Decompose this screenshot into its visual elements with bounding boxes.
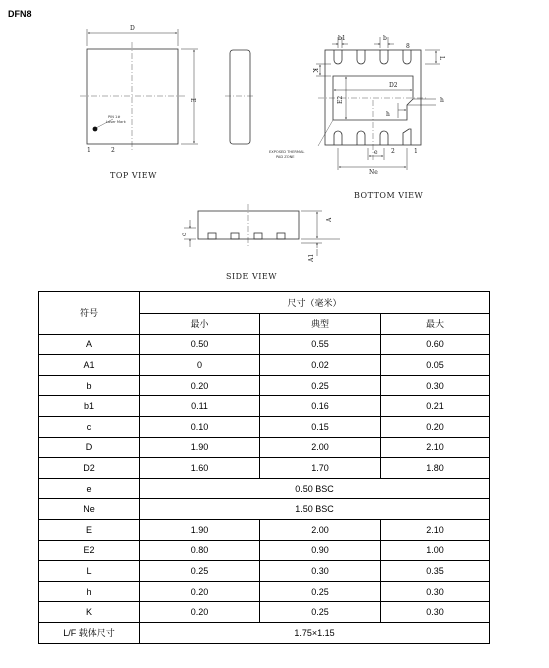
cell-min: 0.10 (140, 416, 260, 437)
label-bottom-pin2: 2 (391, 148, 395, 155)
label-top-pin2: 2 (111, 147, 115, 154)
label-b1: b1 (338, 35, 346, 42)
pad-top-1 (334, 50, 342, 64)
label-e-pitch: e (374, 149, 378, 156)
cell-value-span: 0.50 BSC (140, 478, 490, 499)
top-view (80, 29, 198, 150)
cell-typ: 0.25 (260, 602, 381, 623)
dimension-table-body (39, 292, 490, 644)
cell-symbol: E2 (39, 540, 140, 561)
caption-bottom-view: BOTTOM VIEW (354, 191, 424, 200)
label-pin8: 8 (406, 43, 410, 50)
cell-typ: 0.30 (260, 561, 381, 582)
side-profile-body (230, 50, 250, 144)
table-row (39, 519, 490, 540)
label-b: b (383, 35, 387, 42)
header-min: 最小 (140, 314, 260, 335)
header-symbol: 符号 (39, 292, 140, 335)
cell-max: 0.30 (381, 602, 490, 623)
cell-max: 2.10 (381, 519, 490, 540)
label-pad-zone: PAD ZONE (276, 155, 295, 159)
cell-min: 0.20 (140, 602, 260, 623)
top-view-body (87, 49, 178, 144)
cell-min: 0.50 (140, 334, 260, 355)
cell-min: 0.20 (140, 581, 260, 602)
cell-symbol: e (39, 478, 140, 499)
cell-typ: 2.00 (260, 437, 381, 458)
cell-symbol: h (39, 581, 140, 602)
caption-side-view: SIDE VIEW (226, 272, 277, 281)
table-row (39, 458, 490, 479)
cell-symbol: D2 (39, 458, 140, 479)
cell-symbol: K (39, 602, 140, 623)
cell-max: 0.30 (381, 375, 490, 396)
pad-top-4 (403, 50, 411, 64)
label-top-pin1: 1 (87, 147, 91, 154)
label-l: L (438, 56, 445, 60)
table-row (39, 478, 490, 499)
label-e2: E2 (337, 95, 344, 104)
cell-min: 1.90 (140, 519, 260, 540)
cell-max: 1.00 (381, 540, 490, 561)
label-ne: Ne (369, 169, 378, 176)
cell-max: 0.30 (381, 581, 490, 602)
table-row (39, 334, 490, 355)
label-h: h (440, 97, 444, 104)
cell-max: 1.80 (381, 458, 490, 479)
cell-max: 0.60 (381, 334, 490, 355)
label-exposed-thermal: EXPOSED THERMAL (269, 150, 305, 154)
pad-bottom-3 (380, 131, 388, 145)
label-c: c (181, 232, 188, 236)
table-row (39, 416, 490, 437)
label-pin1: PIN 1# (108, 115, 121, 119)
cell-min: 1.60 (140, 458, 260, 479)
label-d: D (130, 25, 135, 32)
side-view-body (198, 211, 299, 239)
cell-symbol: D (39, 437, 140, 458)
pin1-mark-dot (93, 127, 98, 132)
cell-min: 0.80 (140, 540, 260, 561)
pad-top-3 (380, 50, 388, 64)
pad-bottom-2 (357, 131, 365, 145)
table-row (39, 499, 490, 520)
cell-symbol: c (39, 416, 140, 437)
cell-value-span: 1.75×1.15 (140, 622, 490, 643)
table-row (39, 375, 490, 396)
side-lead-1 (208, 233, 216, 239)
pad-bottom-4-chamfer (403, 129, 411, 145)
cell-min: 0.20 (140, 375, 260, 396)
cell-typ: 2.00 (260, 519, 381, 540)
table-header-row (39, 292, 490, 314)
side-lead-4 (277, 233, 285, 239)
side-lead-2 (231, 233, 239, 239)
cell-min: 1.90 (140, 437, 260, 458)
cell-symbol: E (39, 519, 140, 540)
package-drawing (0, 0, 549, 292)
cell-typ: 0.90 (260, 540, 381, 561)
cell-symbol: b1 (39, 396, 140, 417)
cell-min: 0.11 (140, 396, 260, 417)
table-row (39, 355, 490, 376)
label-e: E (189, 98, 196, 103)
bottom-view (316, 37, 440, 170)
header-typ: 典型 (260, 314, 381, 335)
table-row (39, 396, 490, 417)
label-k: K (311, 68, 318, 73)
cell-min: 0 (140, 355, 260, 376)
header-max: 最大 (381, 314, 490, 335)
pad-bottom-1 (334, 131, 342, 145)
exposed-pad-leader (318, 120, 333, 146)
cell-typ: 0.02 (260, 355, 381, 376)
cell-typ: 0.25 (260, 375, 381, 396)
header-dimension: 尺寸（毫米） (140, 292, 490, 314)
cell-symbol: L/F 载体尺寸 (39, 622, 140, 643)
table-row (39, 602, 490, 623)
label-h-inner: h (386, 111, 390, 118)
side-lead-3 (254, 233, 262, 239)
caption-top-view: TOP VIEW (110, 171, 157, 180)
cell-typ: 0.15 (260, 416, 381, 437)
label-a1: A1 (308, 253, 315, 262)
drawing-canvas (0, 0, 549, 292)
table-row (39, 561, 490, 582)
label-laser-mark: Laser Mark (106, 120, 126, 124)
cell-symbol: L (39, 561, 140, 582)
cell-symbol: Ne (39, 499, 140, 520)
cell-max: 0.21 (381, 396, 490, 417)
cell-max: 0.35 (381, 561, 490, 582)
package-title: DFN8 (8, 9, 32, 19)
table-row (39, 540, 490, 561)
label-a: A (326, 217, 333, 222)
label-bottom-pin1: 1 (414, 148, 418, 155)
cell-max: 2.10 (381, 437, 490, 458)
table-row (39, 622, 490, 643)
table-row (39, 437, 490, 458)
cell-value-span: 1.50 BSC (140, 499, 490, 520)
cell-max: 0.20 (381, 416, 490, 437)
cell-typ: 1.70 (260, 458, 381, 479)
pad-top-2 (357, 50, 365, 64)
cell-typ: 0.16 (260, 396, 381, 417)
cell-symbol: A1 (39, 355, 140, 376)
cell-max: 0.05 (381, 355, 490, 376)
cell-typ: 0.55 (260, 334, 381, 355)
side-view (184, 204, 340, 256)
table-row (39, 581, 490, 602)
dimension-table (38, 291, 490, 644)
cell-symbol: b (39, 375, 140, 396)
label-d2: D2 (389, 82, 398, 89)
cell-min: 0.25 (140, 561, 260, 582)
cell-symbol: A (39, 334, 140, 355)
cell-typ: 0.25 (260, 581, 381, 602)
